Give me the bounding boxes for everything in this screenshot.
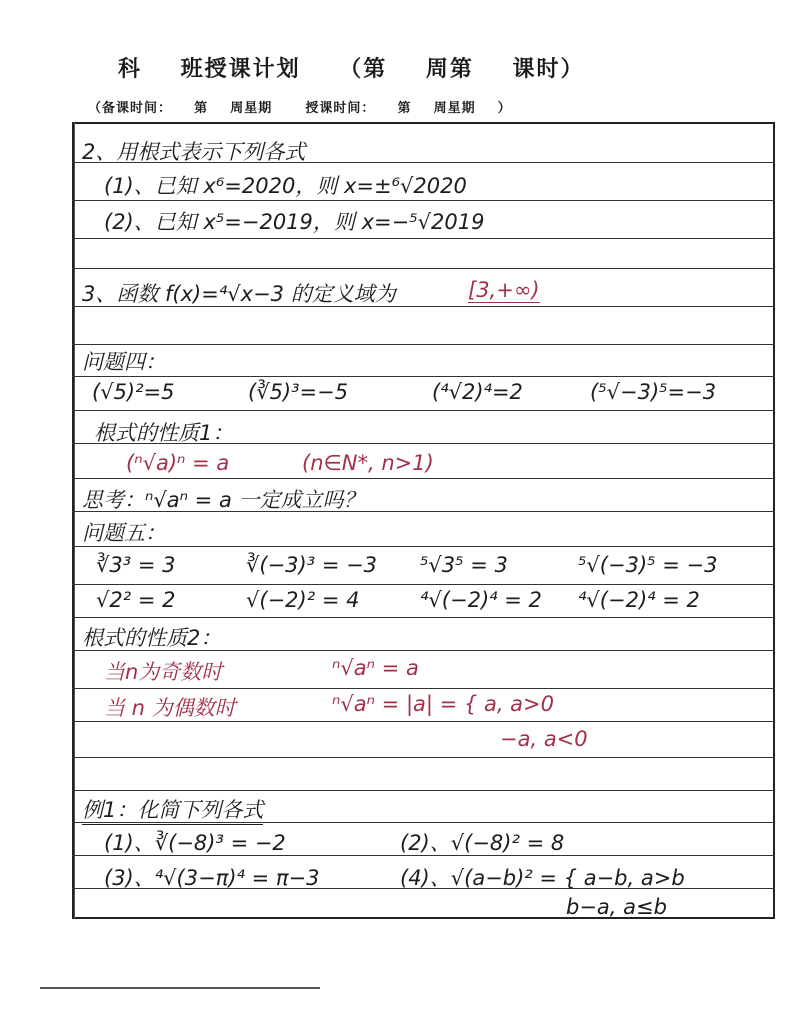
ruled-line xyxy=(72,200,775,201)
ruled-line xyxy=(72,584,775,585)
handwritten-formula: (ⁿ√a)ⁿ = a xyxy=(126,451,230,475)
ruled-line xyxy=(72,344,775,345)
ruled-line xyxy=(72,790,775,791)
margin-line xyxy=(74,122,75,919)
handwritten-line: 例1：化简下列各式 xyxy=(82,794,263,825)
handwritten-line: 3、函数 f(x)=⁴√x−3 的定义域为 xyxy=(82,282,396,306)
handwritten-answer: [3,+∞) xyxy=(468,278,540,302)
handwritten-line: (⁴√2)⁴=2 xyxy=(432,380,523,404)
handwritten-formula: 当 n 为偶数时 xyxy=(104,696,236,720)
ruled-line xyxy=(72,376,775,377)
ruled-line xyxy=(72,238,775,239)
handwritten-formula: 当n为奇数时 xyxy=(104,660,223,684)
handwritten-formula: ⁿ√aⁿ = a xyxy=(332,656,419,680)
handwritten-line: 问题五： xyxy=(82,521,166,545)
handwritten-line: (⁵√−3)⁵=−3 xyxy=(590,380,717,404)
handwritten-line: 2、用根式表示下列各式 xyxy=(82,140,306,164)
handwritten-line: ⁵√3⁵ = 3 xyxy=(420,553,508,577)
handwritten-line: (4)、√(a−b)² = { a−b, a>b xyxy=(400,866,685,890)
handwritten-line: 思考：ⁿ√aⁿ = a 一定成立吗？ xyxy=(82,488,365,512)
handwritten-line: (1)、已知 x⁶=2020，则 x=±⁶√2020 xyxy=(104,174,467,198)
handwritten-line: (2)、已知 x⁵=−2019，则 x=−⁵√2019 xyxy=(104,210,485,234)
handwritten-line: ⁴√(−2)⁴ = 2 xyxy=(420,588,542,612)
handwritten-formula: (n∈N*, n>1) xyxy=(302,451,434,475)
ruled-line xyxy=(72,268,775,269)
ruled-line xyxy=(72,410,775,411)
handwritten-line: (1)、∛(−8)³ = −2 xyxy=(104,831,286,855)
ruled-line xyxy=(72,546,775,547)
page-title: 科 班授课计划 （第 周第 课时） xyxy=(118,56,585,82)
page-subtitle: （备课时间： 第 周星期 授课时间： 第 周星期 ） xyxy=(88,101,512,116)
handwritten-line: 根式的性质2： xyxy=(82,626,222,650)
handwritten-line: 问题四： xyxy=(82,350,166,374)
handwritten-line: ⁵√(−3)⁵ = −3 xyxy=(578,553,718,577)
handwritten-line: (2)、√(−8)² = 8 xyxy=(400,831,565,855)
ruled-line xyxy=(72,688,775,689)
handwritten-line: b−a, a≤b xyxy=(566,895,667,919)
handwritten-line: ⁴√(−2)⁴ = 2 xyxy=(578,588,700,612)
handwritten-line: √(−2)² = 4 xyxy=(246,588,360,612)
ruled-line xyxy=(72,478,775,479)
handwritten-line: (√5)²=5 xyxy=(92,380,175,404)
handwritten-line: (∛5)³=−5 xyxy=(248,380,349,404)
ruled-line xyxy=(72,757,775,758)
handwritten-line: ∛3³ = 3 xyxy=(96,553,176,577)
ruled-line xyxy=(72,617,775,618)
bottom-line xyxy=(40,987,320,989)
handwritten-line: ∛(−3)³ = −3 xyxy=(246,553,378,577)
handwritten-line: √2² = 2 xyxy=(96,588,176,612)
handwritten-line: (3)、⁴√(3−π)⁴ = π−3 xyxy=(104,866,320,890)
handwritten-formula: −a, a<0 xyxy=(500,727,588,751)
handwritten-line: 根式的性质1： xyxy=(94,421,234,445)
handwritten-formula: ⁿ√aⁿ = |a| = { a, a>0 xyxy=(332,692,554,716)
